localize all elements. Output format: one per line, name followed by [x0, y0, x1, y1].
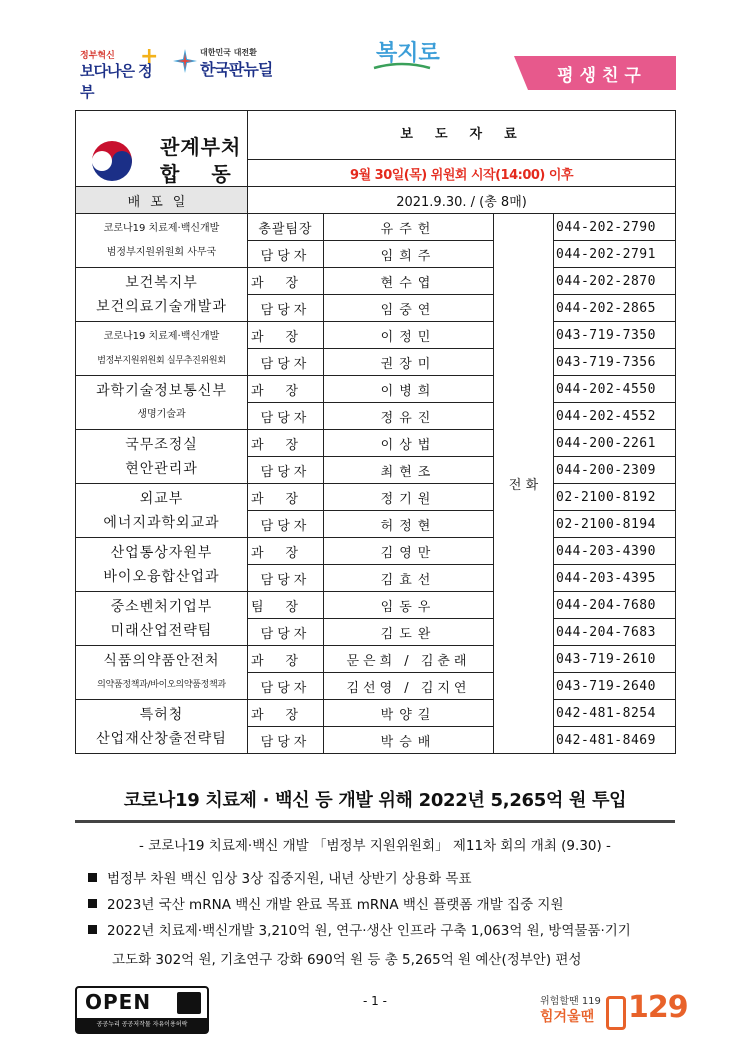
distribution-date-label: 배포일 [76, 187, 248, 214]
position-cell: 과장 [248, 538, 324, 565]
embargo-notice: 9월 30일(목) 위원회 시작(14:00) 이후 [248, 160, 676, 187]
page-number: - 1 - [363, 994, 387, 1008]
phone-cell: 044-203-4390 [554, 538, 676, 565]
joint-ministries-cell: 관계부처 합 동 [76, 111, 248, 187]
position-cell: 담당자 [248, 673, 324, 700]
bullet-item: 2022년 치료제·백신개발 3,210억 원, 연구·생산 인프라 구축 1,063억 원, 방역물품·기기 [88, 918, 631, 944]
name-cell: 박양길 [324, 700, 494, 727]
phone-cell: 043-719-7350 [554, 322, 676, 349]
name-cell: 임중연 [324, 295, 494, 322]
taegeuk-emblem-icon [86, 133, 138, 185]
subtitle: - 코로나19 치료제·백신 개발 「범정부 지원위원회」 제11차 회의 개최 (9.30) - [139, 838, 611, 854]
square-bullet-icon [88, 873, 97, 882]
headline: 코로나19 치료제 · 백신 등 개발 위해 2022년 5,265억 원 투입 [123, 790, 627, 811]
phone-cell: 044-202-2870 [554, 268, 676, 295]
position-cell: 담당자 [248, 457, 324, 484]
position-cell: 담당자 [248, 511, 324, 538]
press-release-info-table [75, 110, 676, 754]
org-cell: 중소벤처기업부 미래산업전략팀 [76, 592, 248, 646]
org-cell: 보건복지부 보건의료기술개발과 [76, 268, 248, 322]
phone-cell: 044-202-2865 [554, 295, 676, 322]
divider [75, 820, 675, 823]
name-cell: 현수엽 [324, 268, 494, 295]
attribution-icon [177, 992, 201, 1014]
name-cell: 이병희 [324, 376, 494, 403]
phone-cell: 044-204-7680 [554, 592, 676, 619]
phone-cell: 044-202-4552 [554, 403, 676, 430]
position-cell: 과장 [248, 646, 324, 673]
position-cell: 담당자 [248, 727, 324, 754]
press-release-title: 보도자료 [248, 111, 676, 160]
bokjiro-logo: 복지로 [376, 36, 440, 67]
position-cell: 과장 [248, 430, 324, 457]
name-cell: 이정민 [324, 322, 494, 349]
org-cell: 국무조정실 현안관리과 [76, 430, 248, 484]
plus-icon: + [140, 44, 159, 69]
name-cell: 김영만 [324, 538, 494, 565]
name-cell: 임동우 [324, 592, 494, 619]
org-cell: 산업통상자원부 바이오융합산업과 [76, 538, 248, 592]
phone-label: 전 화 [494, 214, 554, 754]
phone-cell: 043-719-2610 [554, 646, 676, 673]
position-cell: 총괄팀장 [248, 214, 324, 241]
org-cell: 외교부 에너지과학외교과 [76, 484, 248, 538]
phone-cell: 02-2100-8192 [554, 484, 676, 511]
position-cell: 과장 [248, 268, 324, 295]
phone-icon [606, 996, 626, 1030]
position-cell: 과장 [248, 322, 324, 349]
name-cell: 임희주 [324, 241, 494, 268]
square-bullet-icon [88, 899, 97, 908]
name-cell: 김도완 [324, 619, 494, 646]
position-cell: 과장 [248, 700, 324, 727]
phone-cell: 042-481-8469 [554, 727, 676, 754]
phone-cell: 042-481-8254 [554, 700, 676, 727]
square-bullet-icon [88, 925, 97, 934]
position-cell: 과장 [248, 484, 324, 511]
hotline-logo: 위험할땐 119 힘겨울땐 129 [538, 992, 678, 1032]
korean-new-deal-logo: 대한민국 대전환 한국판뉴딜 [172, 44, 282, 84]
name-cell: 김선영 / 김지연 [324, 673, 494, 700]
position-cell: 담당자 [248, 565, 324, 592]
phone-cell: 044-204-7683 [554, 619, 676, 646]
phone-cell: 044-200-2261 [554, 430, 676, 457]
phone-cell: 044-203-4395 [554, 565, 676, 592]
gov-innovation-logo: 정부혁신 보다나은 정부 + [80, 44, 159, 101]
name-cell: 권장미 [324, 349, 494, 376]
phone-cell: 043-719-2640 [554, 673, 676, 700]
position-cell: 담당자 [248, 241, 324, 268]
swoosh-icon [372, 62, 432, 72]
phone-cell: 043-719-7356 [554, 349, 676, 376]
phone-cell: 044-202-2791 [554, 241, 676, 268]
position-cell: 담당자 [248, 403, 324, 430]
name-cell: 정기원 [324, 484, 494, 511]
org-cell: 특허청 산업재산창출전략팀 [76, 700, 248, 754]
bullet-continuation: 고도화 302억 원, 기초연구 강화 690억 원 등 총 5,265억 원 예산(정부안) 편성 [112, 952, 582, 968]
position-cell: 담당자 [248, 295, 324, 322]
phone-cell: 044-202-4550 [554, 376, 676, 403]
name-cell: 정유진 [324, 403, 494, 430]
position-cell: 담당자 [248, 349, 324, 376]
position-cell: 담당자 [248, 619, 324, 646]
phone-cell: 044-202-2790 [554, 214, 676, 241]
name-cell: 허정현 [324, 511, 494, 538]
position-cell: 팀장 [248, 592, 324, 619]
bullet-item: 범정부 차원 백신 임상 3상 집중지원, 내년 상반기 상용화 목표 [88, 866, 472, 892]
name-cell: 이상법 [324, 430, 494, 457]
phone-cell: 044-200-2309 [554, 457, 676, 484]
org-cell: 식품의약품안전처 의약품정책과/바이오의약품정책과 [76, 646, 248, 700]
position-cell: 과장 [248, 376, 324, 403]
org-cell: 과학기술정보통신부 생명기술과 [76, 376, 248, 430]
name-cell: 유주헌 [324, 214, 494, 241]
new-deal-star-icon [172, 48, 198, 74]
lifelong-friend-badge: 평생친구 [528, 56, 676, 90]
distribution-date-value: 2021.9.30. / (총 8매) [248, 187, 676, 214]
name-cell: 최현조 [324, 457, 494, 484]
phone-cell: 02-2100-8194 [554, 511, 676, 538]
org-cell: 코로나19 치료제·백신개발 범정부지원위원회 사무국 [76, 214, 248, 268]
name-cell: 박승배 [324, 727, 494, 754]
name-cell: 문은희 / 김춘래 [324, 646, 494, 673]
open-license-badge: OPEN 공공누리 공공저작물 자유이용허락 [75, 986, 209, 1034]
bullet-item: 2023년 국산 mRNA 백신 개발 완료 목표 mRNA 백신 플랫폼 개발 집중 지원 [88, 892, 563, 918]
name-cell: 김효선 [324, 565, 494, 592]
org-cell: 코로나19 치료제·백신개발 범정부지원위원회 실무추진위원회 [76, 322, 248, 376]
